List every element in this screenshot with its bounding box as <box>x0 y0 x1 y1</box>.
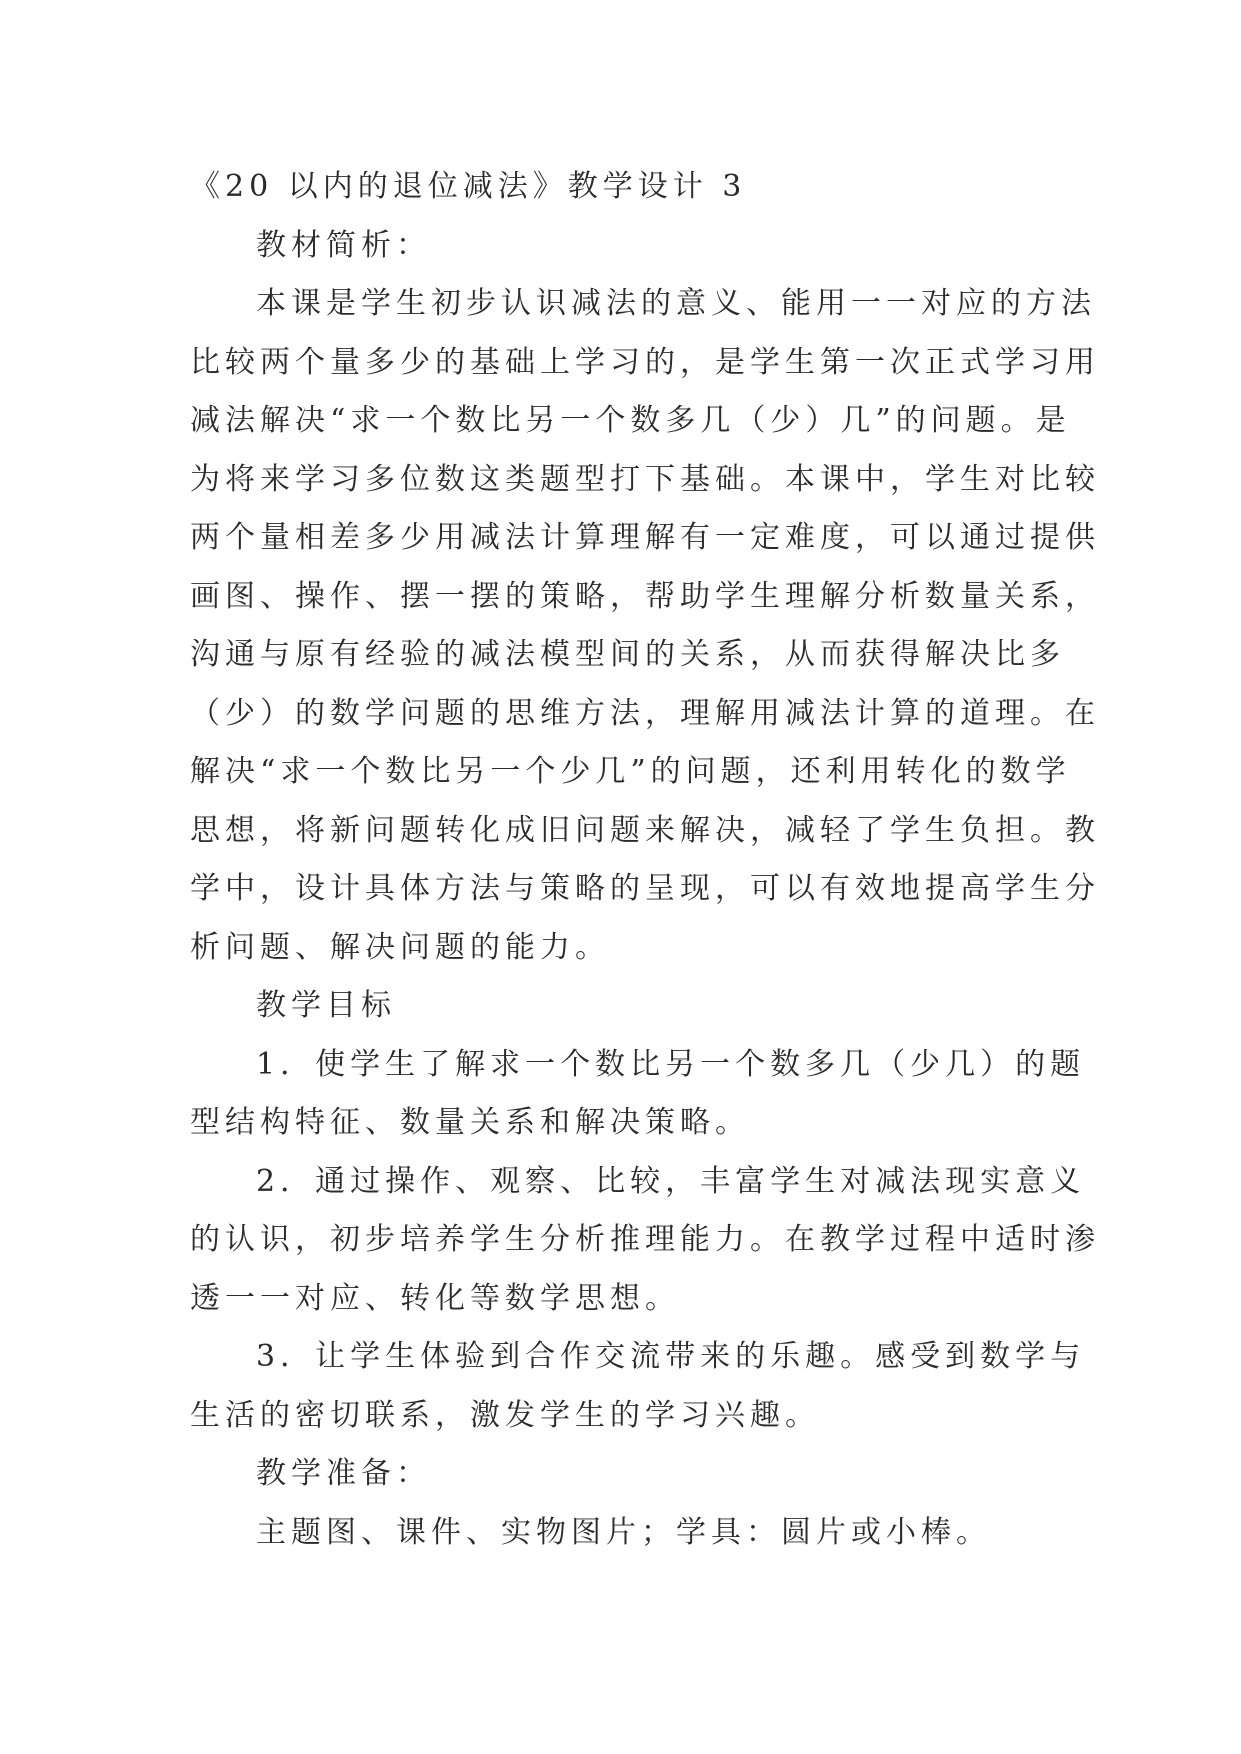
paragraph-line: 减法解决“求一个数比另一个数多几（少）几”的问题。是 <box>190 403 1071 438</box>
objective-item-2-line: 的认识，初步培养学生分析推理能力。在教学过程中适时渗 <box>190 1222 1100 1257</box>
preparation-line: 主题图、课件、实物图片；学具：圆片或小棒。 <box>256 1514 991 1550</box>
paragraph-line: 学中，设计具体方法与策略的呈现，可以有效地提高学生分 <box>190 871 1100 906</box>
paragraph-line: 两个量相差多少用减法计算理解有一定难度，可以通过提供 <box>190 520 1100 555</box>
section-heading-materials: 教材简析： <box>256 227 431 263</box>
paragraph-line: 为将来学习多位数这类题型打下基础。本课中，学生对比较 <box>190 461 1100 497</box>
paragraph-line: 沟通与原有经验的减法模型间的关系，从而获得解决比多 <box>190 637 1065 672</box>
paragraph-line: 解决“求一个数比另一个少几”的问题，还利用转化的数学 <box>190 754 1071 789</box>
section-heading-objectives: 教学目标 <box>256 988 396 1023</box>
document-title: 《20 以内的退位减法》教学设计 3 <box>190 169 747 204</box>
section-heading-preparation: 教学准备： <box>256 1456 431 1491</box>
objective-item-2-line: 2．通过操作、观察、比较，丰富学生对减法现实意义 <box>256 1163 1086 1199</box>
paragraph-line: 画图、操作、摆一摆的策略，帮助学生理解分析数量关系， <box>190 578 1100 614</box>
paragraph-line: 比较两个量多少的基础上学习的，是学生第一次正式学习用 <box>190 344 1100 380</box>
objective-item-1-line: 型结构特征、数量关系和解决策略。 <box>190 1105 750 1140</box>
objective-item-3-line: 生活的密切联系，激发学生的学习兴趣。 <box>190 1397 820 1433</box>
paragraph-line: （少）的数学问题的思维方法，理解用减法计算的道理。在 <box>190 695 1100 731</box>
objective-item-1-line: 1．使学生了解求一个数比另一个数多几（少几）的题 <box>256 1046 1086 1082</box>
objective-item-3-line: 3．让学生体验到合作交流带来的乐趣。感受到数学与 <box>256 1339 1086 1374</box>
objective-item-2-line: 透一一对应、转化等数学思想。 <box>190 1280 680 1316</box>
paragraph-line: 析问题、解决问题的能力。 <box>190 929 610 965</box>
paragraph-line: 本课是学生初步认识减法的意义、能用一一对应的方法 <box>256 286 1096 321</box>
document-body <box>190 158 1100 1562</box>
paragraph-line: 思想，将新问题转化成旧问题来解决，减轻了学生负担。教 <box>190 812 1100 848</box>
